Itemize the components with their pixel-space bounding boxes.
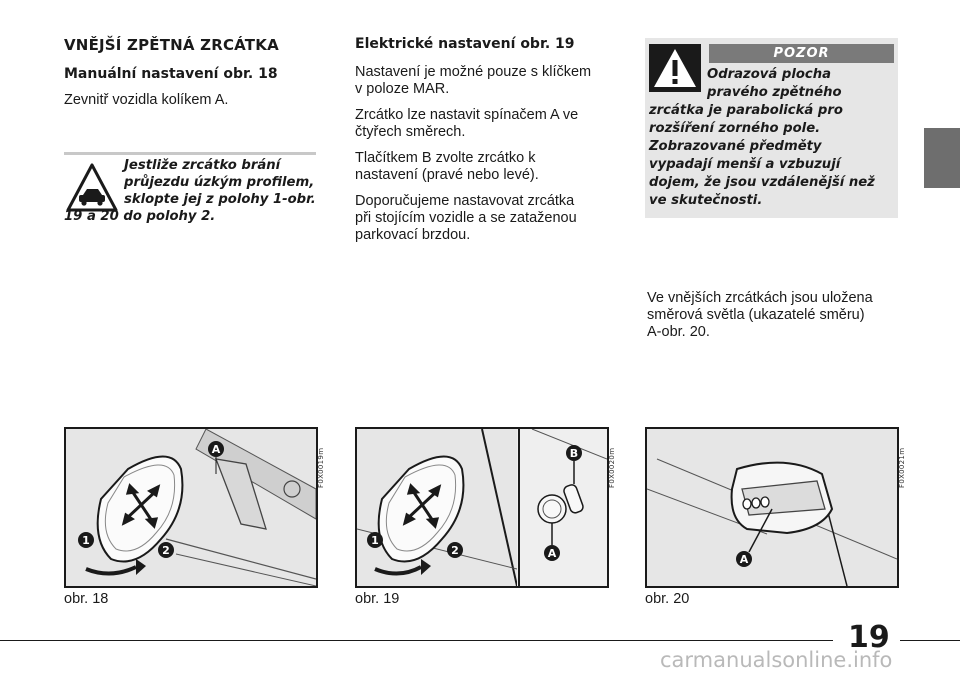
warning-line-2: pravého zpětného [707,85,842,100]
figure-19-label-2: 2 [451,544,459,557]
electric-para-3-line-2: nastavení (pravé nebo levé). [355,167,539,183]
figure-19 [355,427,609,588]
electric-para-4-line-1: Doporučujeme nastavovat zrcátka [355,193,575,209]
figure-18-label-2: 2 [162,544,170,557]
note-rule [64,152,316,155]
section-heading: VNĚJŠÍ ZPĚTNÁ ZRCÁTKA [64,36,279,54]
figure-19-label-a: A [547,547,557,560]
manual-text: Zevnitř vozidla kolíkem A. [64,92,229,108]
watermark[interactable]: carmanualsonline.info [660,648,893,672]
figure-18 [64,427,318,588]
figure-20-label-a: A [739,553,749,566]
electric-text [355,64,615,244]
warning-line-7: dojem, že jsou vzdálenější než [649,175,875,190]
figure-20-code: F0X0021m [898,447,906,488]
car-warning-icon [66,162,118,214]
warning-line-3: zrcátka je parabolická pro [649,103,843,118]
figure-19-illustration [357,429,607,586]
page-number: 19 [848,620,890,655]
figure-20 [645,427,899,588]
footer-rule-right [900,640,960,641]
note-line-1: Jestliže zrcátko brání [124,158,281,173]
note-line-3: sklopte jej z polohy 1-obr. [124,192,316,207]
electric-para-1-line-2: v poloze MAR. [355,81,450,97]
figure-19-label-1: 1 [371,534,379,547]
warning-line-6: vypadají menší a vzbuzují [649,157,841,172]
figure-18-illustration [66,429,316,586]
figure-18-caption: obr. 18 [64,591,109,607]
chapter-tab [924,128,960,188]
subheading-manual: Manuální nastavení obr. 18 [64,66,278,82]
figure-19-code: F0X0020m [608,447,616,488]
warning-line-1: Odrazová plocha [707,67,831,82]
turn-signal-text [647,290,907,341]
figure-18-label-a: A [211,443,221,456]
electric-para-4-line-3: parkovací brzdou. [355,227,471,243]
turn-signal-line-2: směrová světla (ukazatelé směru) [647,307,865,323]
electric-para-2-line-2: čtyřech směrech. [355,124,466,140]
electric-para-3-line-1: Tlačítkem B zvolte zrcátko k [355,150,536,166]
figure-20-illustration [647,429,897,586]
footer-rule-left [0,640,833,641]
turn-signal-line-1: Ve vnějších zrcátkách jsou uložena [647,290,873,306]
warning-box [645,38,898,218]
warning-line-4: rozšíření zorného pole. [649,121,821,136]
electric-para-4-line-2: při stojícím vozidle a se zataženou [355,210,577,226]
electric-para-2-line-1: Zrcátko lze nastavit spínačem A ve [355,107,579,123]
electric-para-1-line-1: Nastavení je možné pouze s klíčkem [355,64,592,80]
warning-line-8: ve skutečnosti. [649,193,763,208]
note-line-2: průjezdu úzkým profilem, [124,175,315,190]
warning-line-5: Zobrazované předměty [649,139,822,154]
figure-18-code: F0X0019m [317,447,325,488]
figure-19-label-b: B [569,447,579,460]
warning-title: POZOR [709,44,894,63]
warning-triangle-icon [649,44,701,92]
subheading-electric: Elektrické nastavení obr. 19 [355,36,575,52]
note-line-4: 19 a 20 do polohy 2. [64,209,216,224]
turn-signal-line-3: A-obr. 20. [647,324,710,340]
figure-18-label-1: 1 [82,534,90,547]
figure-19-caption: obr. 19 [355,591,400,607]
figure-20-caption: obr. 20 [645,591,690,607]
